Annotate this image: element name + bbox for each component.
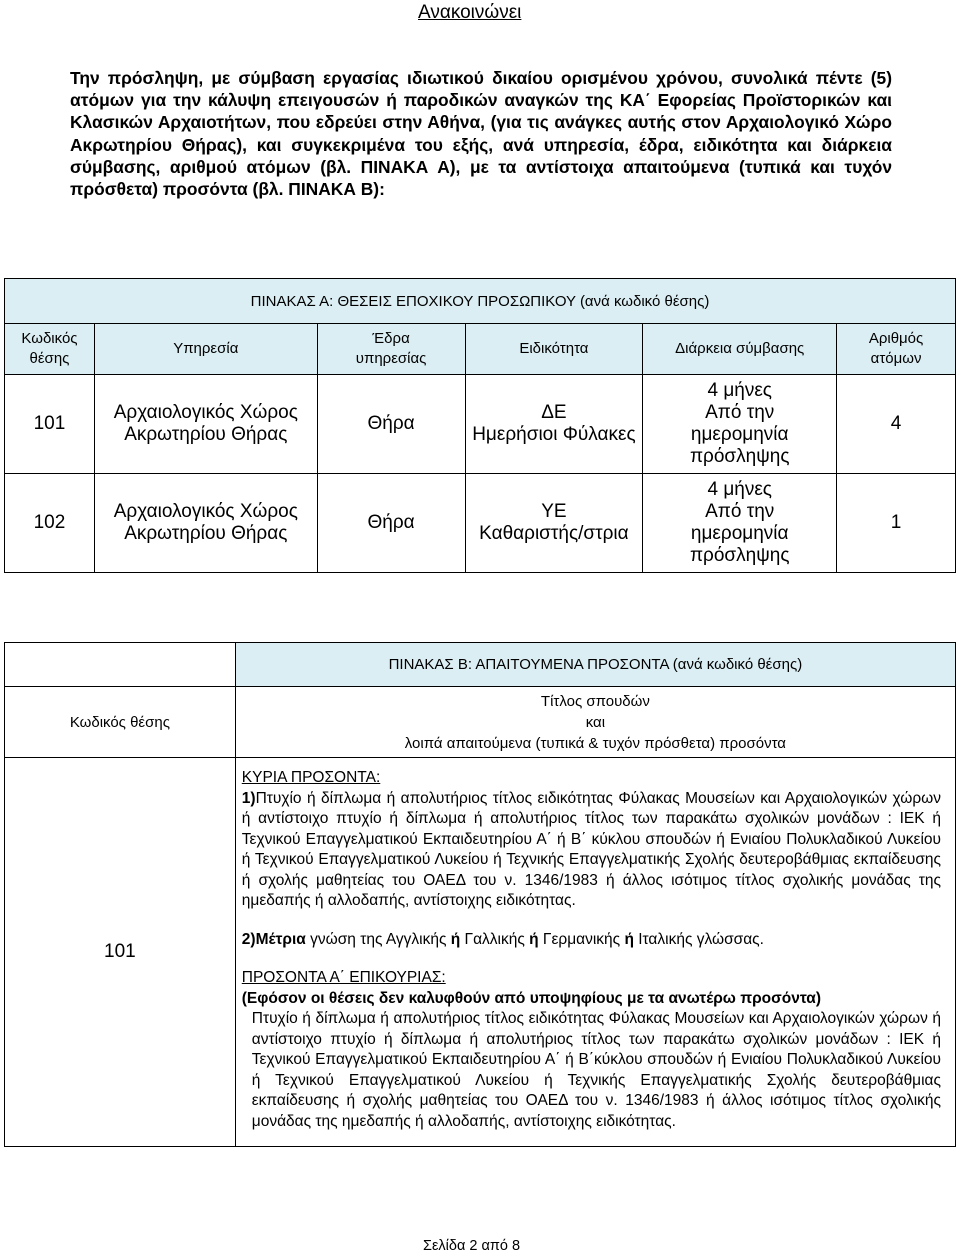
qualifications-table (4, 642, 956, 1147)
positions-table-header (5, 324, 956, 375)
header-code: Κωδικός θέσης (5, 324, 95, 375)
header-count: Αριθμός ατόμων (837, 324, 956, 375)
qualifications-table-corner (5, 643, 236, 687)
page-heading: Ανακοινώνει (418, 2, 522, 23)
header-service: Υπηρεσία (94, 324, 317, 375)
header-specialty: Ειδικότητα (465, 324, 643, 375)
position-duration: 4 μήνες Από την ημερομηνία πρόσληψης (643, 375, 837, 474)
position-code: 101 (5, 375, 95, 474)
positions-table-title: ΠΙΝΑΚΑΣ Α: ΘΕΣΕΙΣ ΕΠΟΧΙΚΟΥ ΠΡΟΣΩΠΙΚΟΥ (ανά κωδικό θέσης) (5, 279, 956, 324)
position-service: Αρχαιολογικός Χώρος Ακρωτηρίου Θήρας (94, 375, 317, 474)
auxiliary-qualifications-heading: ΠΡΟΣΟΝΤΑ Α΄ ΕΠΙΚΟΥΡΙΑΣ: (241, 969, 446, 986)
header-code: Κωδικός θέσης (5, 687, 236, 758)
qualifications-table-header (5, 687, 956, 758)
position-duration: 4 μήνες Από την ημερομηνία πρόσληψης (643, 474, 837, 573)
qualification-code: 101 (5, 758, 236, 1147)
qualifications-text (235, 758, 955, 1147)
positions-table (4, 278, 956, 573)
main-qualification-1: 1)Πτυχίο ή δίπλωμα ή απολυτήριος τίτλος ειδικότητας Φύλακας Μουσείων και Αρχαιολογικών χώρων ή αντίστοιχο πτυχίο ή δίπλωμα ή απολυτήριος τίτλος των παρακάτω σχολικών μονάδων : ΙΕΚ ή Τεχνικού Επαγγελματικού Εκπαιδευτηρίου Α΄ ή Β΄ κύκλου σπουδών ή Ενιαίου Πολυκλαδικού Λυκείου ή Τεχνικού Επαγγελματικού Λυκείου ή Τεχνικής Επαγγελματικής Σχολής δευτεροβάθμιας εκπαίδευσης ή σχολής μαθητείας του ΟΑΕΔ του ν. 1346/1983 ή άλλος ισότιμος τίτλος σχολικής μονάδας της ημεδαπής ή αλλοδαπής, αντίστοιχης ειδικότητας. (241, 789, 941, 909)
position-seat: Θήρα (317, 474, 465, 573)
auxiliary-note: (Εφόσον οι θέσεις δεν καλυφθούν από υποψηφίους με τα ανωτέρω προσόντα) (241, 989, 821, 1007)
position-specialty: ΔΕ Ημερήσιοι Φύλακες (465, 375, 643, 474)
table-row (5, 474, 956, 573)
table-row (5, 758, 956, 1147)
main-qualifications-heading: ΚΥΡΙΑ ΠΡΟΣΟΝΤΑ: (241, 769, 381, 786)
page-number: Σελίδα 2 από 8 (423, 1238, 521, 1254)
intro-paragraph: Την πρόσληψη, με σύμβαση εργασίας ιδιωτικού δικαίου ορισμένου χρόνου, συνολικά πέντε (5) ατόμων για την κάλυψη επειγουσών ή παροδικών αναγκών της ΚΑ΄ Εφορείας Προϊστορικών και Κλασικών Αρχαιοτήτων, που εδρεύει στην Αθήνα, (για τις ανάγκες αυτής στον Αρχαιολογικό Χώρο Ακρωτηρίου Θήρας), και συγκεκριμένα του εξής, ανά υπηρεσία, έδρα, ειδικότητα και διάρκεια σύμβασης, αριθμού ατόμων (βλ. ΠΙΝΑΚΑ Α), με τα αντίστοιχα απαιτούμενα (τυπικά και τυχόν πρόσθετα) προσόντα (βλ. ΠΙΝΑΚΑ Β): (70, 68, 892, 200)
position-count: 1 (837, 474, 956, 573)
header-duration: Διάρκεια σύμβασης (643, 324, 837, 375)
table-row (5, 375, 956, 474)
header-seat: Έδρα υπηρεσίας (317, 324, 465, 375)
position-code: 102 (5, 474, 95, 573)
position-service: Αρχαιολογικός Χώρος Ακρωτηρίου Θήρας (94, 474, 317, 573)
main-qualification-2: 2)Μέτρια γνώση της Αγγλικής ή Γαλλικής ή Γερμανικής ή Ιταλικής γλώσσας. (241, 930, 764, 948)
header-qualifications: Τίτλος σπουδών και λοιπά απαιτούμενα (τυπικά & τυχόν πρόσθετα) προσόντα (235, 687, 955, 758)
position-seat: Θήρα (317, 375, 465, 474)
qualifications-table-title: ΠΙΝΑΚΑΣ Β: ΑΠΑΙΤΟΥΜΕΝΑ ΠΡΟΣΟΝΤΑ (ανά κωδικό θέσης) (235, 643, 955, 687)
position-count: 4 (837, 375, 956, 474)
position-specialty: ΥΕ Καθαριστής/στρια (465, 474, 643, 573)
auxiliary-qualification: Πτυχίο ή δίπλωμα ή απολυτήριος τίτλος ειδικότητας Φύλακας Μουσείων και Αρχαιολογικών χώρων ή αντίστοιχο πτυχίο ή δίπλωμα ή απολυτήριος τίτλος των παρακάτω σχολικών μονάδων : ΙΕΚ ή Τεχνικού Επαγγελματικού Εκπαιδευτηρίου Α΄ ή Β΄κύκλου σπουδών ή Ενιαίου Πολυκλαδικού Λυκείου ή Τεχνικού Επαγγελματικού Λυκείου ή Τεχνικής Επαγγελματικής Σχολής δευτεροβάθμιας εκπαίδευσης ή σχολής μαθητείας του ΟΑΕΔ του ν. 1346/1983 ή άλλος ισότιμος τίτλος σχολικής μονάδας της ημεδαπής ή αλλοδαπής, αντίστοιχης ειδικότητας. (251, 1010, 941, 1130)
